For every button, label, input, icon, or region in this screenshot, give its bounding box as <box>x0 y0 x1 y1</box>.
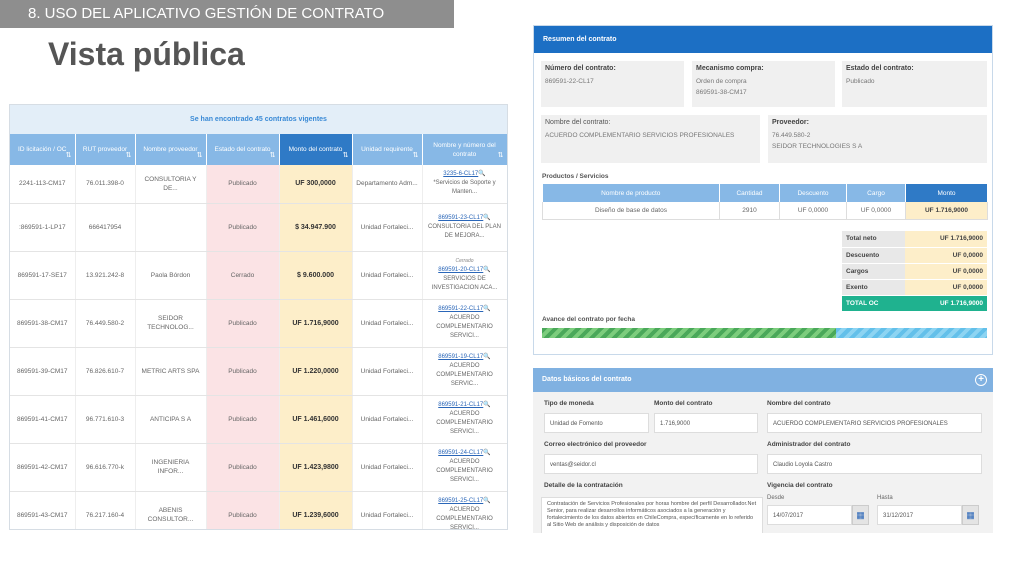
table-row[interactable] <box>10 491 507 530</box>
contract-desc: ACUERDO COMPLEMENTARIO SERVICI... <box>436 315 493 339</box>
contract-status-box <box>842 61 987 107</box>
summary-header: Resumen del contrato <box>534 26 992 53</box>
cell-monto: UF 1.716,9000 <box>279 299 352 347</box>
col-header-id[interactable] <box>10 134 75 165</box>
contract-desc: CONSULTORIA DEL PLAN DE MEJORA... <box>428 223 501 239</box>
cell-id: 869591-43-CM17 <box>10 491 75 530</box>
cell-monto: UF 1.220,0000 <box>279 347 352 395</box>
search-icon[interactable]: 🔍 <box>483 267 491 273</box>
purchase-mechanism-label: Mecanismo compra: <box>696 65 764 72</box>
search-icon[interactable]: 🔍 <box>483 498 491 504</box>
contracts-list-panel <box>9 104 508 530</box>
col-header-label: Monto del contrato <box>288 146 343 153</box>
to-label: Hasta <box>877 495 893 501</box>
sort-icon[interactable]: ⇅ <box>497 152 504 159</box>
contract-name-field[interactable]: ACUERDO COMPLEMENTARIO SERVICIOS PROFESIONALES <box>767 413 982 433</box>
cell-estado: Cerrado <box>206 251 279 299</box>
table-header-row <box>10 134 507 165</box>
cell-unidad: Unidad Fortaleci... <box>352 299 422 347</box>
supplier-label: Proveedor: <box>772 119 809 126</box>
contract-desc: ACUERDO COMPLEMENTARIO SERVICI... <box>436 507 493 530</box>
products-col-header: Cargo <box>847 184 906 202</box>
product-name: Diseño de base de datos <box>543 202 720 219</box>
cell-contrato <box>422 347 507 395</box>
from-date-field[interactable]: 14/07/2017 <box>767 505 852 525</box>
contract-name-value: ACUERDO COMPLEMENTARIO SERVICIOS PROFESIONALES <box>545 132 735 139</box>
product-amount: UF 1.716,9000 <box>906 202 988 219</box>
products-row <box>543 202 988 219</box>
contract-link[interactable]: 869591-21-CL17 <box>438 402 484 408</box>
cell-contrato <box>422 203 507 251</box>
table-row[interactable] <box>10 443 507 491</box>
total-label: Cargos <box>842 263 905 279</box>
cell-unidad: Unidad Fortaleci... <box>352 203 422 251</box>
cell-id: 869591-17-SE17 <box>10 251 75 299</box>
sort-icon[interactable]: ⇅ <box>342 152 349 159</box>
contract-link[interactable]: 3235-6-CL17 <box>443 171 479 178</box>
procurement-detail-label: Detalle de la contratación <box>544 482 623 489</box>
totals-row <box>842 263 987 279</box>
to-date-field[interactable]: 31/12/2017 <box>877 505 962 525</box>
validity-label: Vigencia del contrato <box>767 482 833 489</box>
contract-status-value: Publicado <box>846 78 875 85</box>
cell-rut: 76.011.398-0 <box>75 165 135 203</box>
products-col-header: Cantidad <box>720 184 780 202</box>
total-value: UF 0,0000 <box>905 247 987 263</box>
cell-unidad: Departamento Adm... <box>352 165 422 203</box>
contract-desc: ACUERDO COMPLEMENTARIO SERVICI... <box>436 411 493 435</box>
contract-desc: SERVICIOS DE INVESTIGACION ACA... <box>431 276 498 291</box>
totals-row <box>842 231 987 247</box>
products-table <box>542 184 988 220</box>
cell-estado: Publicado <box>206 443 279 491</box>
progress-title: Avance del contrato por fecha <box>542 316 635 323</box>
col-header-monto[interactable] <box>279 134 352 165</box>
sort-icon[interactable]: ⇅ <box>412 152 419 159</box>
totals-table <box>842 231 987 312</box>
purchase-order-number: 869591-38-CM17 <box>696 89 747 96</box>
contract-amount-field[interactable]: 1.716,9000 <box>654 413 758 433</box>
cell-monto: UF 1.423,9800 <box>279 443 352 491</box>
col-header-label: Nombre y número del contrato <box>433 141 496 158</box>
products-header-row <box>543 184 988 202</box>
cell-rut: 666417954 <box>75 203 135 251</box>
supplier-email-field[interactable]: ventas@seidor.cl <box>544 454 758 474</box>
sort-icon[interactable]: ⇅ <box>196 152 203 159</box>
cell-id: 2241-113-CM17 <box>10 165 75 203</box>
cell-contrato <box>422 491 507 530</box>
cell-monto: $ 9.600.000 <box>279 251 352 299</box>
col-header-label: Unidad requirente <box>361 146 413 153</box>
cell-id: 869591-42-CM17 <box>10 443 75 491</box>
contract-desc: ACUERDO COMPLEMENTARIO SERVIC... <box>436 363 493 387</box>
results-count: Se han encontrado 45 contratos vigentes <box>10 105 507 134</box>
table-row[interactable] <box>10 347 507 395</box>
calendar-icon[interactable]: ▦ <box>852 505 869 525</box>
contract-summary-panel <box>533 25 993 355</box>
cell-contrato <box>422 443 507 491</box>
cell-rut: 76.217.160-4 <box>75 491 135 530</box>
total-value: UF 1.716,9000 <box>905 295 987 311</box>
cell-estado: Publicado <box>206 395 279 443</box>
contract-number-value: 869591-22-CL17 <box>545 78 594 85</box>
total-label: Descuento <box>842 247 905 263</box>
cell-nombre: ABENIS CONSULTOR... <box>135 491 206 530</box>
supplier-box <box>768 115 987 163</box>
basic-data-title: Datos básicos del contrato <box>542 376 632 383</box>
col-header-label: Estado del contrato <box>214 146 271 153</box>
sort-icon[interactable]: ⇅ <box>125 152 132 159</box>
products-title: Productos / Servicios <box>542 173 609 180</box>
contracts-table <box>10 134 508 530</box>
total-value: UF 0,0000 <box>905 279 987 295</box>
product-quantity: 2910 <box>720 202 780 219</box>
contract-link[interactable]: 869591-20-CL17 <box>438 267 484 273</box>
procurement-detail-textarea[interactable]: Contratación de Servicios Profesionales por horas hombre del perfil Desarrollador.Net Senior, para realizar desarrollos informáticos asociados a la generación y fortalecimiento de los datos abiertos en ChileCompra, específicamente en lo referido al Sitio Web de análisis y disposición de datos <box>541 497 763 533</box>
contract-number-box <box>541 61 684 107</box>
totals-row <box>842 279 987 295</box>
sort-icon[interactable]: ⇅ <box>65 152 72 159</box>
cell-rut: 13.921.242-8 <box>75 251 135 299</box>
cell-id: 869591-39-CM17 <box>10 347 75 395</box>
cell-monto: UF 300,0000 <box>279 165 352 203</box>
col-header-estado[interactable] <box>206 134 279 165</box>
col-header-unidad[interactable] <box>352 134 422 165</box>
cell-nombre: METRIC ARTS SPA <box>135 347 206 395</box>
supplier-name: SEIDOR TECHNOLOGIES S A <box>772 143 863 150</box>
search-icon[interactable]: 🔍 <box>483 402 491 408</box>
col-header-rut[interactable] <box>75 134 135 165</box>
total-value: UF 0,0000 <box>905 263 987 279</box>
cell-monto: $ 34.947.900 <box>279 203 352 251</box>
total-label: Total neto <box>842 231 905 247</box>
total-label: Exento <box>842 279 905 295</box>
search-icon[interactable]: 🔍 <box>483 306 491 312</box>
table-row[interactable] <box>10 251 507 299</box>
contract-name-box <box>541 115 760 163</box>
cell-nombre: CONSULTORIA Y DE... <box>135 165 206 203</box>
expand-plus-icon[interactable]: + <box>975 374 987 386</box>
cell-estado: Publicado <box>206 347 279 395</box>
contract-desc: ACUERDO COMPLEMENTARIO SERVICI... <box>436 459 493 483</box>
col-header-nombre[interactable] <box>135 134 206 165</box>
contract-amount-label: Monto del contrato <box>654 400 713 407</box>
contract-name-label: Nombre del contrato: <box>545 119 611 126</box>
cell-unidad: Unidad Fortaleci... <box>352 443 422 491</box>
contract-link[interactable]: 869591-19-CL17 <box>438 354 484 360</box>
cell-estado: Publicado <box>206 491 279 530</box>
cell-rut: 96.771.610-3 <box>75 395 135 443</box>
calendar-icon[interactable]: ▦ <box>962 505 979 525</box>
cell-estado: Publicado <box>206 299 279 347</box>
cell-monto: UF 1.239,6000 <box>279 491 352 530</box>
cell-contrato <box>422 165 507 203</box>
cell-nombre: INGENIERIA INFOR... <box>135 443 206 491</box>
col-header-label: Nombre proveedor <box>143 146 198 153</box>
total-value: UF 1.716,9000 <box>905 231 987 247</box>
cell-contrato <box>422 395 507 443</box>
cell-unidad: Unidad Fortaleci... <box>352 251 422 299</box>
cell-rut: 76.826.610-7 <box>75 347 135 395</box>
cell-rut: 76.449.580-2 <box>75 299 135 347</box>
cell-id: 869591-38-CM17 <box>10 299 75 347</box>
cell-estado: Publicado <box>206 203 279 251</box>
search-icon[interactable]: 🔍 <box>478 171 486 178</box>
contract-progress-fill <box>542 328 836 338</box>
search-icon[interactable]: 🔍 <box>483 354 491 360</box>
products-col-header: Descuento <box>780 184 847 202</box>
col-header-contrato[interactable] <box>422 134 507 165</box>
supplier-rut: 76.449.580-2 <box>772 132 811 139</box>
currency-type-label: Tipo de moneda <box>544 400 594 407</box>
currency-type-field[interactable]: Unidad de Fomento <box>544 413 649 433</box>
cell-unidad: Unidad Fortaleci... <box>352 347 422 395</box>
cell-id: 869591-41-CM17 <box>10 395 75 443</box>
products-col-header: Monto <box>906 184 988 202</box>
contract-name-label: Nombre del contrato <box>767 400 831 407</box>
col-header-label: ID licitación / OC <box>18 146 67 153</box>
col-header-label: RUT proveedor <box>82 146 128 153</box>
cell-contrato <box>422 299 507 347</box>
cell-nombre <box>135 203 206 251</box>
cell-id: :869591-1-LP17 <box>10 203 75 251</box>
cell-contrato <box>422 251 507 299</box>
cell-monto: UF 1.461,6000 <box>279 395 352 443</box>
purchase-mechanism-value: Orden de compra <box>696 78 747 85</box>
search-icon[interactable]: 🔍 <box>483 450 491 456</box>
cell-nombre: ANTICIPA S A <box>135 395 206 443</box>
cell-unidad: Unidad Fortaleci... <box>352 491 422 530</box>
table-row[interactable] <box>10 203 507 251</box>
search-icon[interactable]: 🔍 <box>483 214 491 221</box>
cell-estado: Publicado <box>206 165 279 203</box>
table-row[interactable] <box>10 395 507 443</box>
basic-data-panel <box>533 368 993 533</box>
cell-rut: 96.616.770-k <box>75 443 135 491</box>
slide-title: Vista pública <box>48 36 245 72</box>
purchase-mechanism-box <box>692 61 835 107</box>
contract-status-label: Estado del contrato: <box>846 65 914 72</box>
contract-link[interactable]: 869591-22-CL17 <box>438 306 484 312</box>
table-row[interactable] <box>10 299 507 347</box>
contract-admin-label: Administrador del contrato <box>767 441 851 448</box>
supplier-email-label: Correo electrónico del proveedor <box>544 441 647 448</box>
contract-link[interactable]: 869591-25-CL17 <box>438 498 484 504</box>
basic-data-header[interactable] <box>533 368 993 392</box>
contract-admin-field[interactable]: Claudio Loyola Castro <box>767 454 982 474</box>
totals-row <box>842 247 987 263</box>
cell-nombre: SEIDOR TECHNOLOG... <box>135 299 206 347</box>
product-discount: UF 0,0000 <box>780 202 847 219</box>
contract-progress-bar <box>542 328 987 338</box>
cell-note: Cerrado <box>455 258 474 264</box>
section-banner: 8. USO DEL APLICATIVO GESTIÓN DE CONTRATO <box>0 0 454 28</box>
products-col-header: Nombre de producto <box>543 184 720 202</box>
total-label: TOTAL OC <box>842 295 905 311</box>
contract-number-label: Número del contrato: <box>545 65 616 72</box>
contract-link[interactable]: 869591-23-CL17 <box>438 214 484 221</box>
sort-icon[interactable]: ⇅ <box>269 152 276 159</box>
product-charge: UF 0,0000 <box>847 202 906 219</box>
cell-unidad: Unidad Fortaleci... <box>352 395 422 443</box>
cell-nombre: Paola Bórdon <box>135 251 206 299</box>
table-row[interactable] <box>10 165 507 203</box>
contract-desc: *Servicios de Soporte y Manten... <box>433 180 496 196</box>
from-label: Desde <box>767 495 785 501</box>
contract-link[interactable]: 869591-24-CL17 <box>438 450 484 456</box>
total-oc-row <box>842 295 987 311</box>
